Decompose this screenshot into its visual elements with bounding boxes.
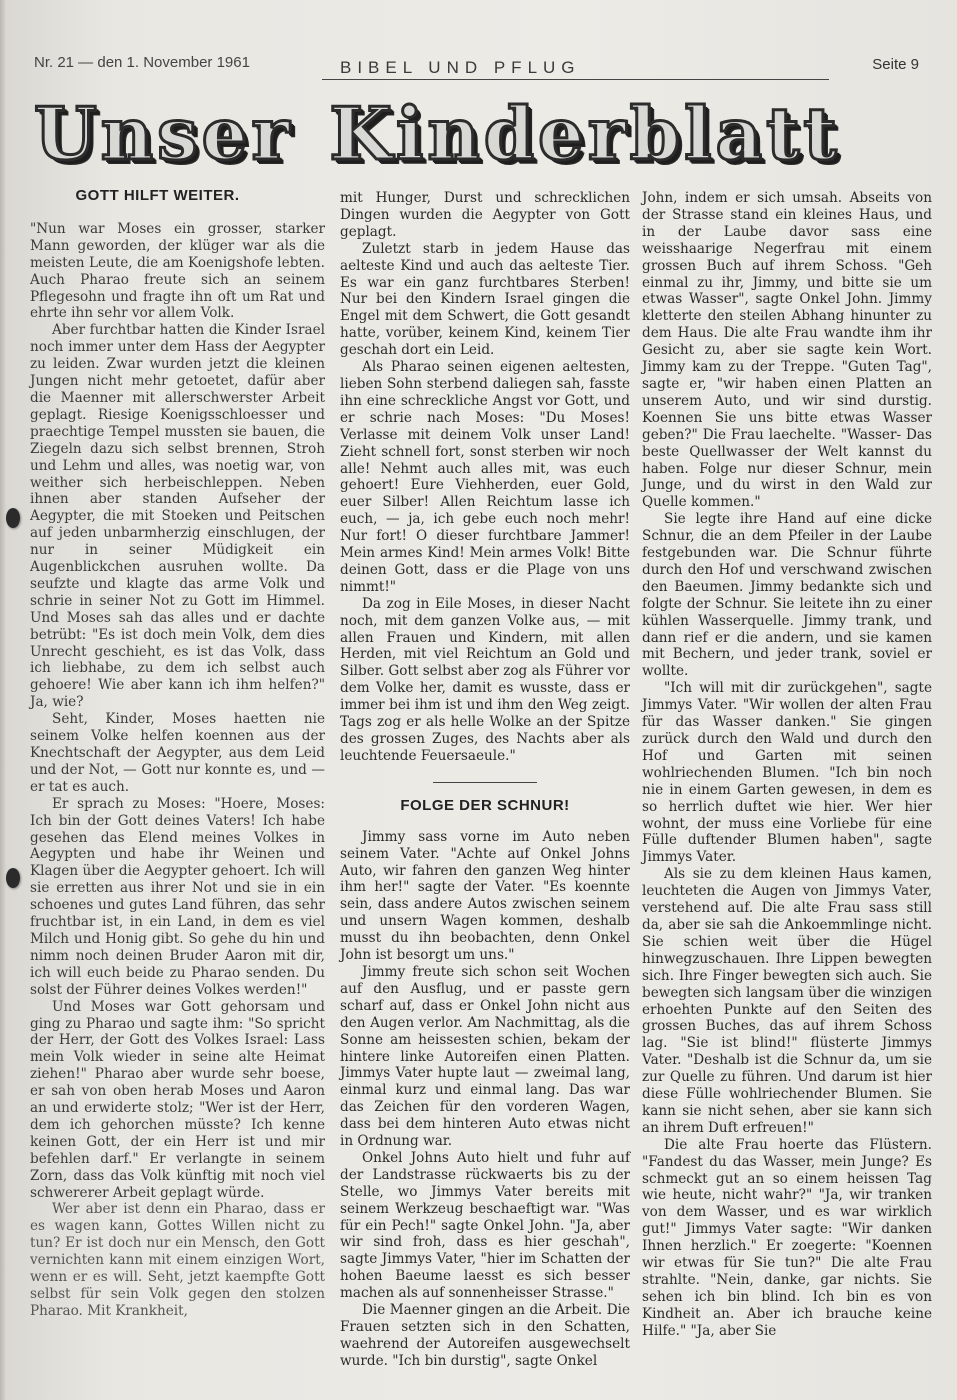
story-title: GOTT HILFT WEITER. bbox=[75, 187, 240, 204]
paragraph: Da zog in Eile Moses, in dieser Nacht noch, mit dem ganzen Volke aus, — mit allen Frauen und Kindern, mit allen Herden, mit viel Reichtum an Gold und Silber. Gott selbst aber zog als Führer vor dem Volke her, damit es wusste, dass er immer bei ihm ist und ihm den Weg zeigt. Tags zog er als helle Wolke an der Spitze des grossen Zuges, des Nachts aber als leuchtende Feuersaeule." bbox=[340, 595, 630, 764]
paragraph: "Nun war Moses ein grosser, starker Mann geworden, der klüger war als die meisten Leute, die am Koenigshofe lebten. Auch Pharao freute sich an seinem Pflegesohn und fragte ihn oft um Rat und ehrte ihn sehr vor allem Volk. bbox=[30, 220, 325, 322]
section-banner bbox=[34, 91, 919, 176]
column-3 bbox=[642, 190, 932, 1340]
paragraph: Die Maenner gingen an die Arbeit. Die Frauen setzten sich in den Schatten, waehrend der Autoreifen ausgewechselt wurde. "Ich bin durstig", sagte Onkel bbox=[340, 1302, 630, 1369]
paragraph: Die alte Frau hoerte das Flüstern. "Fandest du das Wasser, mein Junge? Es schmeckt gut an so einem heissen Tag wie heute, nicht wahr?" "Ja, wir tranken von dem Wasser, und es war wirklich gut!" Jimmys Vater sagte: "Wir danken Ihnen herzlich." Er zoegerte: "Koennen wir etwas für Sie tun?" Die alte Frau strahlte. "Nein, danke, gar nichts. Sie sehen ich bin blind. Ich bin es von Kindheit an. Aber ich brauche keine Hilfe." "Ja, aber Sie bbox=[642, 1136, 932, 1339]
publication-name: BIBEL UND PFLUG bbox=[340, 58, 581, 77]
punch-hole bbox=[6, 508, 20, 528]
banner-word-2: Kinderblatt bbox=[329, 91, 841, 176]
paragraph: Seht, Kinder, Moses haetten nie seinem Volke helfen koennen aus der Knechtschaft der Aegypter, aus dem Leid und der Not, — Gott nur konnte es, und — er tat es auch. bbox=[30, 711, 325, 795]
paragraph: Aber furchtbar hatten die Kinder Israel noch immer unter dem Hass der Aegypter zu leiden. Zwar wurden jetzt die kleinen Jungen nicht mehr getoetet, dafür aber die Maenner mit allerschwerster Arbeit geplagt. Riesige Koenigsschloesser und praechtige Tempel mussten sie bauen, die Ziegeln dazu sich selbst brennen, Stroh und Lehm und alles, was noetig war, von weither sich herbeischleppen. Neben ihnen aber standen Aufseher der Aegypter, die mit Stoeken und Peitschen auf jeden unbarmherzig einschlugen, der nur in seiner Müdigkeit ein Augenblickchen ausruhen wollte. Da seufzte und klagte das arme Volk und schrie in seiner Not zu Gott im Himmel. Und Moses sah das alles und er dachte betrübt: "Es ist doch mein Volk, dem dies Unrecht geschieht, es ist das Volk, dass ich liebhabe, zu dem ich selbst auch gehoere! Wie aber kann ich ihm helfen?" Ja, wie? bbox=[30, 322, 325, 711]
paragraph: Wer aber ist denn ein Pharao, dass er es wagen kann, Gottes Willen nicht zu tun? Er ist doch nur ein Mensch, den Gott vernichten kann mit einem einzigen Wort, wenn er es will. Seht, jetzt kaempfte Gott selbst für sein Volk gegen den stolzen Pharao. Mit Krankheit, bbox=[30, 1201, 325, 1319]
paragraph: mit Hunger, Durst und schrecklichen Dingen wurden die Aegypter von Gott geplagt. bbox=[340, 190, 630, 240]
page-binding-edge bbox=[0, 0, 6, 1400]
paragraph: Er sprach zu Moses: "Hoere, Moses: Ich bin der Gott deines Vaters! Ich habe gesehen das Elend meines Volkes in Aegypten und habe ihr Weinen und Klagen über die Aegypter gehoert. Ich will sie erretten aus ihrer Not und sie in ein schoenes und gutes Land führen, das sehr fruchtbar ist, in ein Land, in dem es viel Milch und Honig gibt. So gehe du hin und nimm noch deinen Bruder Aaron mit dir, ich will euch beide zu Pharao senden. Du solst der Führer deines Volkes werden!" bbox=[30, 795, 325, 998]
paragraph: Jimmy sass vorne im Auto neben seinem Vater. "Achte auf Onkel Johns Auto, wir fahren den ganzen Weg hinter ihm her!" sagte der Vater. "Es koennte sein, dass andere Autos zwischen seinem und unsern Wagen kommen, deshalb musst du ihn beobachten, denn Onkel John ist besorgt um uns." bbox=[340, 828, 630, 964]
issue-date: Nr. 21 — den 1. November 1961 bbox=[34, 54, 250, 71]
story-divider bbox=[433, 782, 537, 783]
masthead-rule bbox=[322, 79, 829, 80]
column-2 bbox=[340, 190, 630, 1370]
story-title: FOLGE DER SCHNUR! bbox=[400, 796, 570, 814]
punch-hole bbox=[6, 868, 20, 888]
paragraph: Als sie zu dem kleinen Haus kamen, leuchteten die Augen von Jimmys Vater, verstehend auf. Die alte Frau sass still da, aber sie sah die Ankoemmlinge nicht. Sie schien weit über die Hügel hinwegzuschauen. Ihre Lippen bewegten sich. Ihre Finger bewegten sich auch. Sie bewegten sich langsam über die winzigen erhoehten Punkte auf den Seiten des grossen Buches, das auf ihrem Schoss lag. "Sie ist blind!" flüsterte Jimmys Vater. "Deshalb ist die Schnur da, um sie zur Quelle zu führen. Und darum ist hier diese Fülle wohlriechender Blumen. Sie kann sie nicht sehen, aber sie kann sich an ihrem Duft erfreuen!" bbox=[642, 866, 932, 1136]
paragraph: Und Moses war Gott gehorsam und ging zu Pharao und sagte ihm: "So spricht der Herr, der Gott des Volkes Israel: Lass mein Volk wieder in seine alte Heimat ziehen!" Pharao aber wurde sehr boese, er sah von oben herab Moses und Aaron an und erwiderte stolz; "Wer ist der Herr, dem ich gehorchen müsste? Ich kenne keinen Gott, der ein Herr ist und mir befehlen darf." Er verlangte in seinem Zorn, dass das Volk künftig mit noch viel schwererer Arbeit geplagt würde. bbox=[30, 998, 325, 1201]
column-1 bbox=[30, 188, 325, 1320]
banner-word-1: Unser bbox=[34, 91, 294, 176]
paragraph: John, indem er sich umsah. Abseits von der Strasse stand ein kleines Haus, und in der Laube davor sass eine weisshaarige Negerfrau mit einem grossen Buch auf ihrem Schoss. "Geh einmal zu ihr, Jimmy, und bitte sie um etwas Wasser", sagte Onkel John. Jimmy kletterte den steilen Abhang hinunter zu dem Haus. Die alte Frau wandte ihm ihr Gesicht zu, aber sie sagte kein Wort. Jimmy kam zu der Treppe. "Guten Tag", sagte er, "wir haben einen Platten an unserem Auto, und wir sind durstig. Koennen Sie uns bitte etwas Wasser geben?" Die Frau laechelte. "Wasser- Das beste Quellwasser der Welt kannst du haben. Folge nur dieser Schnur, mein Junge, und du wirst in den Wald zur Quelle kommen." bbox=[642, 190, 932, 511]
paragraph: Sie legte ihre Hand auf eine dicke Schnur, die an dem Pfeiler in der Laube festgebunden war. Die Schnur führte durch den Hof und verschwand zwischen den Baeumen. Jimmy bedankte sich und folgte der Schnur. Sie leitete ihn zu einer kühlen Wasserquelle. Jimmy trank, und dann rief er die andern, und sie kamen mit Bechern, und jeder trank, soviel er wollte. bbox=[642, 511, 932, 680]
masthead bbox=[34, 50, 919, 80]
paragraph: Jimmy freute sich schon seit Wochen auf den Ausflug, und er passte gern scharf auf, dass er Onkel John nicht aus den Augen verlor. Am Nachmittag, als die Sonne am heissesten schien, bekam der hintere linke Autoreifen einen Platten. Jimmys Vater hupte laut — zweimal lang, einmal kurz und einmal lang. Das war das Zeichen für den vorderen Wagen, dass bei dem hinteren Auto etwas nicht in Ordnung war. bbox=[340, 963, 630, 1150]
paragraph: Zuletzt starb in jedem Hause das aelteste Kind und auch das aelteste Tier. Es war ein ganz furchtbares Sterben! Nur bei den Kindern Israel gingen die Engel mit dem Schwert, die Gott gesandt hatte, vorüber, keinem Kind, keinem Tier geschah dort ein Leid. bbox=[340, 240, 630, 359]
paragraph: Als Pharao seinen eigenen aeltesten, lieben Sohn sterbend daliegen sah, fasste ihn eine schreckliche Angst vor Gott, und er schrie nach Moses: "Du Moses! Verlasse mit deinem Volk unser Land! Zieht schnell fort, sonst sterben wir noch alle! Nehmt auch alles mit, was euch gehoert! Eure Viehherden, euer Gold, euer Silber! Allen Reichtum lasse ich euch, — ja, ich gebe euch noch mehr! Nur fort! O dieser furchtbare Jammer! Mein armes Kind! Mein armes Volk! Bitte deinen Gott, dass er die Plage von uns nimmt!" bbox=[340, 359, 630, 595]
page-number: Seite 9 bbox=[872, 56, 919, 73]
paragraph: Onkel Johns Auto hielt und fuhr auf der Landstrasse rückwaerts bis zu der Stelle, wo Jimmys Vater bereits mit seinem Werkzeug beschaeftigt war. "Was für ein Pech!" sagte Onkel John. "Ja, aber wir sind froh, dass es hier geschah", sagte Jimmys Vater, "hier im Schatten der hohen Baeume laesst es sich besser machen als auf sonnenheisser Strasse." bbox=[340, 1149, 630, 1302]
paragraph: "Ich will mit dir zurückgehen", sagte Jimmys Vater. "Wir wollen der alten Frau für das Wasser danken." Sie gingen zurück durch den Wald und durch den Hof und Garten mit seinen wohlriechenden Blumen. "Ich bin noch nie in einem Garten gewesen, in dem es so herrlich duftet wie hier. Wer hier wohnt, der muss eine Vorliebe für eine Fülle duftender Blumen haben", sagte Jimmys Vater. bbox=[642, 680, 932, 866]
